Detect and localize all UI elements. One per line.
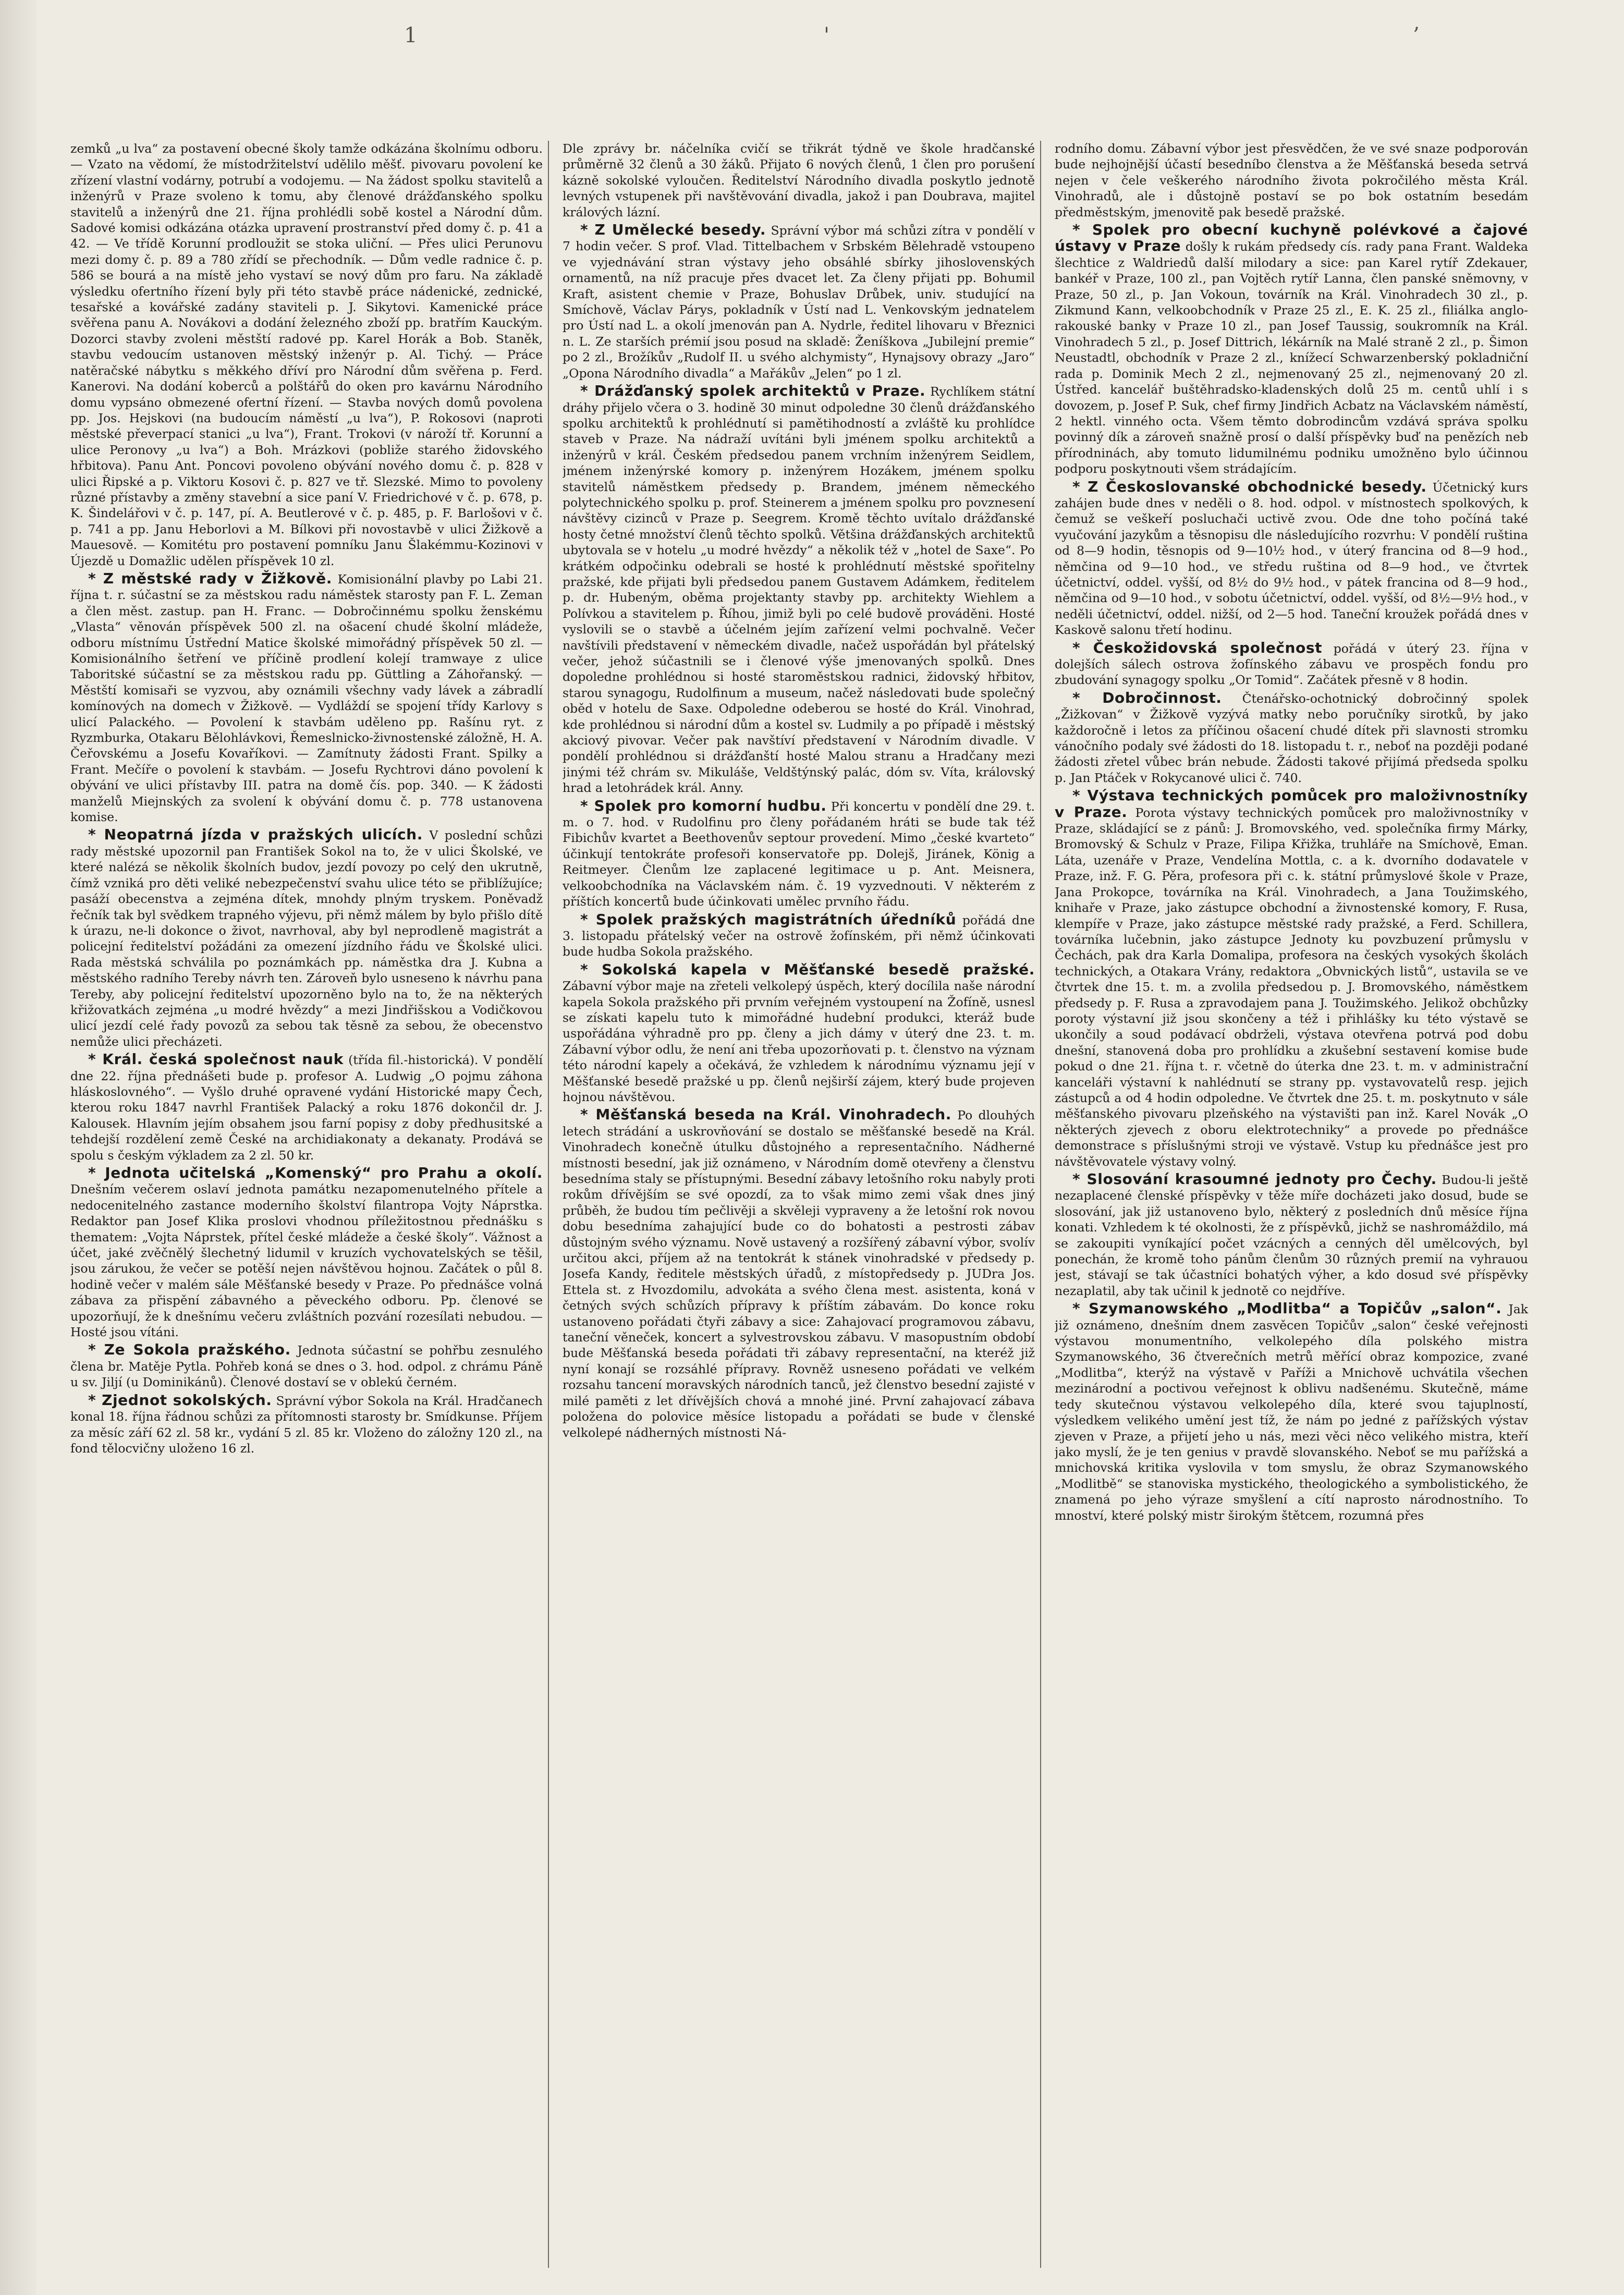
article-heading: * Král. česká společnost nauk <box>88 1051 344 1068</box>
article-heading: * Neopatrná jízda v pražských ulicích. <box>88 826 423 844</box>
text-column-2 <box>563 141 1041 2268</box>
article-text: Porota výstavy technických pomůcek pro maloživnostníky v Praze, skládající se z pánů: J. Bromovského, ved. společníka firmy Márky, Bromovský & Schulz v Praze, Filipa Křižka, truhláře na Smíchově, Eman. Láta, uzenáře v Praze, Vendelína Mottla, c. a k. dvorního dodavatele v Praze, inž. F. G. Pěra, profesora při c. k. státní průmyslové škole v Praze, Jana Prokopce, továrníka na Král. Vinohradech, a Jana Toužimského, knihaře v Praze, jako zástupce obchodní a živnostenské komory, F. Rusa, klempíře v Praze, jako zástupce městské rady pražské, a Ferd. Schillera, továrníka lučebnin, jako zástupce Jednoty ku povzbuzení průmyslu v Čechách, pak dra Karla Domalipa, profesora na českých vysokých školách technických, a Otakara Vrány, redaktora „Obvnických listů“, ustavila se ve čtvrtek dne 15. t. m. a zvolila předsedou p. J. Bromovského, náměstkem předsedy p. F. Rusa a zpravodajem pana J. Toužimského. Jelikož obchůzky poroty výstavní již jsou skončeny a též i přihlášky ku této výstavě se ukončily a soud podávací obdrželi, výstava otevřena potrvá pod dobu dnešní, stanovená doba pro prohlídku a zkušební sestavení komise bude pokud o dne 21. října t. r. včetně do úterka dne 23. t. m. v administrační kanceláři výstavní k nahlédnutí se strany pp. vystavovatelů resp. jejich zástupců a od 4 hodin odpoledne. Ve čtvrtek dne 25. t. m. poskytnuto v sále měšťanského pivovaru plzeňského na výstavišti pan inž. Karel Novák „O některých zjevech z oboru elektrotechniky“ a provede po přednášce demonstrace s příslušnými stroji ve výstavě. Vstup ku přednášce jest pro návštěvovatele výstavy volný. <box>1055 805 1528 1169</box>
article-paragraph <box>70 1052 543 1163</box>
article-text: Jak již oznámeno, dnešním dnem zasvěcen Topičův „salon“ české veřejnosti výstavou monumentního, velkolepého díla polského mistra Szymanowského, 36 čtverečních metrů měřící obraz kompozice, zvané „Modlitba“, kterýž na výstavě v Paříži a Mnichově uchvátila všechen mezinárodní a poctivou veřejnost k oblivu nadšenému. Skutečně, máme tedy skutečnou výstavou velkolepého díla, které svou tajuplností, výsledkem velikého umění jest tíž, že nám po jedné z pařížských výstav zjeven v Praze, a přijetí jeho u nás, mezi věci něco velikého mistra, kteří jako myslí, že je ten genius v pravdě slovanského. Neboť se mu pařížská a mnichovská kritika vyslovila v tom smyslu, že obraz Szymanowského „Modlitbě“ se stanoviska mystického, theologického a symbolistického, že znamená po jeho výraze smyšlení a cítí naprosto národnostního. To mnoství, které polský mistr širokým štětcem, rozumná přes <box>1055 1302 1528 1523</box>
article-text: Správní výbor Sokola na Král. Hradčanech konal 18. října řádnou schůzi za přítomnosti starosty br. Smídkunse. Příjem za měsíc září 62 zl. 58 kr., vydání 5 zl. 85 kr. Vloženo do záložny 120 zl., na fond tělocvičny uloženo 16 zl. <box>70 1393 543 1456</box>
article-text: Komisionální plavby po Labi 21. října t. r. súčastní se za městskou radu náměstek starosty pan F. L. Zeman a člen měst. zastup. pan H. Franc. — Dobročinnému spolku ženskému „Vlasta“ věnován příspěvek 500 zl. na ošacení chudé školní mládeže, odboru místnímu Ústřední Matice školské mimořádný příspěvek 50 zl. — Komisionálního šetření ve příčině prodlení kolejí tramwaye z ulice Taboritské súčastní se za městskou radu pp. Güttling a Záhořanský. — Městští komisaři se vyzvou, aby oznámili všechny vady lávek a zábradlí komínových na domech v Žižkově. — Vydláždí se spojení třídy Karlovy s ulicí Palackého. — Povolení k stavbám uděleno pp. Rašínu ryt. z Ryzmburka, Otakaru Bělohlávkovi, Řemeslnicko-živnostenské záložně, H. A. Čeřovskému a Josefu Kovaříkovi. — Zamítnuty žádosti Frant. Spilky a Frant. Mečíře o povolení k stavbám. — Josefu Rychtrovi dáno povolení k obývání ve ulici přístavby III. patra na domě čís. pop. 340. — K žádosti manželů Miejnských za svolení k obývání domu č. p. 778 ustanovena komise. <box>70 571 543 825</box>
article-paragraph <box>70 571 543 825</box>
article-text: Rychlíkem státní dráhy přijelo včera o 3. hodině 30 minut odpoledne 30 členů drážďanského spolku architektů k prohlédnutí si pamětihodností a zvláště ku prohlídce staveb v Praze. Na nádraží uvítáni byli jménem spolku architektů a inženýrů v král. Českém předsedou panem vrchním inženýrem Seidlem, jménem inženýrské komory p. inženýrem Hozákem, jménem spolku stavitelů náměstkem předsedy p. Brandem, jménem německého polytechnického spolku p. prof. Steinerem a jménem spolku pro povznesení návštěvy cizinců v Praze p. Seegrem. Kromě těchto uvítalo drážďanské hosty četné množství členů těchto spolků. Většina drážďanských architektů ubytovala se v hotelu „u modré hvězdy“ a několik též v „hotel de Saxe“. Po krátkém odpočinku odebrali se hosté k prohlédnutí městské spořitelny pražské, kde přijati byli předsedou panem Gustavem Adámkem, ředitelem p. dr. Hubeným, oběma projektanty stavby pp. architekty Wiehlem a Polívkou a stavitelem p. Říhou, jimiž byli po celé budově prováděni. Hosté vyslovili se o stavbě a účelném jejím zařízení velmi pochvalně. Večer navštívili představení v německém divadle, načež uspořádán byl přátelský večer, jehož súčastnili se i členové výše jmenovaných spolků. Dnes dopoledne prohlédnou si hosté staroměstskou radnici, židovský hřbitov, starou synagogu, Rudolfinum a museum, načež následovati bude společný oběd v hotelu de Saxe. Odpoledne odeberou se hosté do Král. Vinohrad, kde prohlédnou si národní dům a kostel sv. Ludmily a po případě i městský akciový pivovar. Večer pak navštíví představení v Národním divadle. V pondělí prohlédnou si drážďanští hosté Malou stranu a Hradčany mezi jinými též chrám sv. Mikuláše, Veldštýnský palác, dóm sv. Víta, královský hrad a letohrádek král. Anny. <box>563 384 1035 796</box>
article-paragraph <box>70 1342 543 1390</box>
article-paragraph <box>1055 479 1528 638</box>
article-paragraph <box>1055 1301 1528 1523</box>
header-mark-center: ' <box>824 23 829 47</box>
article-paragraph <box>563 798 1035 910</box>
article-heading: * Slosování krasoumné jednoty pro Čechy. <box>1072 1170 1437 1188</box>
article-text: zemků „u lva“ za postavení obecné školy tamže odkázána školnímu odboru. — Vzato na vědomí, že místodržitelství udělilo měšť. pivovaru povolení ke zřízení vlastní vodárny, potrubí a vodojemu. — Na žádost spolku stavitelů a inženýrů v Praze svoleno k tomu, aby členové drážďanského spolku stavitelů a inženýrů dne 21. října prohlédli sobě kostel a Národní dům. Sadové komisi odkázána otázka upravení prostranství před domy č. p. 41 a 42. — Ve třídě Korunní prodloužit se stoka uliční. — Přes ulici Perunovu mezi domy č. p. 89 a 780 zřídí se přechodník. — Dům vedle radnice č. p. 586 se bourá a na místě jeho vystaví se nový dům pro faru. Na základě výsledku ofertního řízení byly při této stavbě práce nádenické, zednické, tesařské a kovářské zadány staviteli p. J. Sikytovi. Kamenické práce svěřena panu A. Novákovi a dodání železného zboží pp. bratřím Kauckým. Dozorci stavby zvoleni městští radové pp. Karel Horák a Bob. Staněk, stavbu vedoucím ustanoven městský inženýr p. Al. Tichý. — Práce natěračské nábytku s měkkého dříví pro Národní dům svěřena p. Ferd. Kanerovi. Na dodání koberců a polštářů do oken pro kavárnu Národního domu vypsáno obmezené ofertní řízení. — Stavba nových domů povolena pp. Jos. Hejskovi (na budoucím náměstí „u lva“), P. Rokosovi (naproti městské převerpací stanici „u lva“), Frant. Trokovi (v nároží tř. Korunní a ulice Peronovy „u lva“) a Boh. Mrázkovi (pobliže starého židovského hřbitova). Panu Ant. Poncovi povoleno obývání nového domu č. p. 828 v ulici Řipské a p. Viktoru Kosovi č. p. 827 ve tř. Slezské. Mimo to povoleny různé přístavby a změny stavební a sice paní V. Friedrichové v č. p. 678, p. K. Šindelářovi v č. p. 147, pí. A. Beutlerové v č. p. 485, p. F. Barlošovi v č. p. 741 a pp. Janu Heborlovi a M. Bílkovi při novostavbě v ulici Žižkově a Mauesově. — Komitétu pro postavení pomníku Janu Šlakémmu-Kozinovi v Újezdě u Domažlic udělen příspěvek 10 zl. <box>70 141 543 568</box>
article-heading: * Zjednot sokolských. <box>88 1391 272 1409</box>
article-paragraph <box>563 1107 1035 1441</box>
article-heading: * Z Umělecké besedy. <box>580 221 766 239</box>
page-header <box>63 13 1564 60</box>
article-paragraph <box>1055 788 1528 1169</box>
text-column-1 <box>70 141 549 2268</box>
article-text: došly k rukám předsedy cís. rady pana Frant. Waldeka šlechtice z Waldriedů další milodary a sice: pan Karel rytíř Zdekauer, bankéř v Praze, 100 zl., pan Vojtěch rytíř Lanna, člen panské sněmovny, v Praze, 50 zl., p. Jan Vokoun, továrník na Král. Vinohradech 30 zl., p. Zikmund Kann, velkoobchodník v Praze 25 zl., E. K. 25 zl., filiálka anglo-rakouské banky v Praze 10 zl., pan Josef Taussig, soukromník na Král. Vinohradech 5 zl., p. Josef Dittrich, lékárník na Malé straně 2 zl., p. Šimon Neustadtl, obchodník v Praze 2 zl., knížecí Schwarzenberský pokladniční rada p. Dominik Mech 2 zl., nejmenovaný 25 zl., nejmenovaný 20 zl. Ústřed. kancelář buštěhradsko-kladenských dolů 25 m. centů uhlí i s dovozem, p. Josef P. Suk, chef firmy Jindřich Acbatz na Václavském náměstí, 2 hektl. vinného octa. Všem těmto dobrodincům vzdává správa spolku povinný dík a zároveň snažně prosí o další příspěvky buď na penězích neb přírodninách, aby tomuto lidumilnému podniku umožněno bylo účinnou podporu poskytnouti všem strádajícím. <box>1055 239 1528 477</box>
article-heading: * Z městské rady v Žižkově. <box>88 569 332 587</box>
article-paragraph <box>563 222 1035 381</box>
article-paragraph <box>1055 640 1528 688</box>
article-paragraph <box>563 383 1035 796</box>
article-text: (třída fil.-historická). V pondělí dne 22. října přednášeti bude p. profesor A. Ludwig „O pojmu záhona hláskoslovného“. — Vyšlo druhé opravené vydání Historické mapy Čech, kterou roku 1847 navrhl František Palacký a roku 1876 dokončil dr. J. Kalousek. Hlavním jejím obsahem jsou farní popisy z doby předhusitské a tehdejší rozdělení země České na archidiakonaty a dekanaty. Prodává se spolu s českým výkladem za 2 zl. 50 kr. <box>70 1053 543 1163</box>
article-text: Zábavní výbor maje na zřeteli velkolepý úspěch, který docílila naše národní kapela Sokola pražského při prvním veřejném vystoupení na Žofíně, usnesl se získati kapelu tuto k mimořádné hudební produkci, kteráž bude uspořádána výhradně pro pp. členy a jich dámy v úterý dne 23. t. m. Zábavní výbor odlu, že není ani třeba upozorňovati p. t. členstvo na význam této národní kapely a očekává, že vzhledem k národnímu významu její v Měšťanské besedě pražské u pp. členů nejširší zájem, který bude projeven hojnou návštěvou. <box>563 979 1035 1104</box>
article-text: Při koncertu v pondělí dne 29. t. m. o 7. hod. v Rudolfinu pro členy pořádaném hráti se bude tak též Fibichův kvartet a Beethovenův septour provedení. Mimo „české kvarteto“ účinkují tentokráte profesoři konservatoře pp. Dolejš, Jiránek, König a Reitmeyer. Členům lze zaplacené legitimace u p. Ant. Meisnera, velkoobchodníka na Václavském nám. č. 19 vyzvednouti. V některém z příštích koncertů bude účinkovati umělec prvního řádu. <box>563 799 1035 909</box>
article-paragraph <box>1055 690 1528 786</box>
article-paragraph <box>563 962 1035 1105</box>
article-heading: * Spolek pro obecní kuchyně polévkové a čajové ústavy v Praze <box>1055 221 1528 255</box>
article-paragraph <box>1055 141 1528 220</box>
article-heading: * Szymanowského „Modlitba“ a Topičův „salon“. <box>1072 1300 1502 1317</box>
article-text: rodního domu. Zábavní výbor jest přesvědčen, že ve své snaze podporován bude nejhojnější účastí besedníbo členstva a že Měšťanská beseda setrvá nejen v čele veškerého národního života pokročilého města Král. Vinohradů, ale i důstojně postaví se po bok ostatním besedám předměstským, jmenovitě pak besedě pražské. <box>1055 141 1528 219</box>
article-heading: * Ze Sokola pražského. <box>88 1341 291 1359</box>
article-heading: * Měšťanská beseda na Král. Vinohradech. <box>580 1106 951 1124</box>
article-heading: * Českožidovská společnost <box>1072 639 1323 656</box>
article-text: pořádá v úterý 23. října v dolejších sálech ostrova žofínského zábavu ve prospěch fondu pro zbudování synagogy spolku „Or Tomid“. Začátek přesně v 8 hodin. <box>1055 641 1528 688</box>
header-mark-right: ’ <box>1413 23 1420 47</box>
article-text: Dle zprávy br. náčelníka cvičí se třikrát týdně ve škole hradčanské průměrně 32 členů a 30 žáků. Přijato 6 nových členů, 1 člen pro porušení kázně sokolské vyloučen. Ředitelství Národního divadla poskytlo jednotě levných vstupenek při navštěvování divadla, jakož i pan Doubrava, majitel králových lázní. <box>563 141 1035 219</box>
article-text: Jednota súčastní se pohřbu zesnulého člena br. Matěje Pytla. Pohřeb koná se dnes o 3. hod. odpol. z chrámu Páně u sv. Jiljí (u Dominikánů). Členové dostaví se v oblekú černém. <box>70 1343 543 1390</box>
article-text: Účetnický kurs zahájen bude dnes v neděli o 8. hod. odpol. v místnostech spolkových, k čemuž se veškeří posluchači uctivě zvou. Ode dne toho počíná také vyučování jazykům a těsnopisu dle následujícího rozvrhu: V pondělí ruština od 8—9 hodin, těsnopis od 9—10½ hod., v úterý francina od 8—9 hod., němčina od 9—10 hod., ve středu ruština od 8—9 hod., ve čtvrtek účetnictví, oddel. vyšší, od 8½ do 9½ hod., v pátek francina od 8—9 hod., němčina od 9—10 hod., v sobotu účetnictví, oddel. vyšší, od 8½—9½ hod., v neděli účetnictví, oddel. nižší, od 2—5 hod. Taneční kroužek pořádá dnes v Kaskově salonu třetí hodinu. <box>1055 480 1528 638</box>
text-columns <box>70 141 1535 2268</box>
article-paragraph <box>563 141 1035 220</box>
article-text: Správní výbor má schůzi zítra v pondělí v 7 hodin večer. S prof. Vlad. Tittelbachem v Srbském Bělehradě vstoupeno ve vyjednávání stran výstavy jeho obsáhlé sbírky jihoslovenských ornamentů, na níž pracuje přes dvacet let. Za členy přijati pp. Bohumil Kraft, asistent chemie v Praze, Bohuslav Drůbek, univ. studující na Smíchově, Václav Párys, pokladník v Ústí nad L. Venkovským jednatelem pro Ústí nad L. a okolí jmenován pan A. Nydrle, ředitel lihovaru v Březnici n. L. Ze starších prémií jsou posud na skladě: Ženíškova „Jubilejní premie“ po 2 zl., Brožíkův „Rudolf II. u svého alchymisty“, Hynajsovy obrazy „Jaro“ „Opona Národního divadla“ a Mařákův „Jelen“ po 1 zl. <box>563 223 1035 381</box>
article-heading: * Z Českoslovanské obchodnické besedy. <box>1072 478 1427 495</box>
text-column-3 <box>1055 141 1533 2268</box>
article-heading: * Sokolská kapela v Měšťanské besedě pražské. <box>580 960 1035 978</box>
article-text: Budou-li ještě nezaplacené členské příspěvky v těže míře docházeti jako dosud, bude se slosování, jak již ustanoveno bylo, některý z posledních dnů měsíce října konati. Vzhledem k té okolnosti, že z příspěvků, jichž se nashromáždilo, má se zakoupiti vyníkající počet vzácných a cenných děl umělcových, byl ponechán, že kromě toho pánům členům 30 různých premií na vyhrauou jest, stávají se tak účastníci bohatých výher, a kdo dosud své příspěvky nezaplatil, aby tak učinil k jednotě co nejdříve. <box>1055 1173 1529 1298</box>
article-paragraph <box>70 1165 543 1340</box>
page-binding-edge <box>0 0 36 2295</box>
article-paragraph <box>70 827 543 1049</box>
article-text: Po dlouhých letech strádání a uskrovňování se dostalo se měšťanské besedě na Král. Vinohradech konečně útulku důstojného a representačního. Nádherné místnosti besední, jak již oznámeno, v Národním domě otevřeny a členstvu besedníma staly se přístupnými. Besední zábavy letošního roku nabyly proti rokům dřívějším se své opozdí, za to však mimo zemi však dnes jiný průběh, že budou tím pečlivěji a skvěleji vypraveny a že letošní rok novou dobu besedníma zahajující bude co do bohatosti a pestrosti zábav důstojným svého významu. Nově ustavený a rozšířený zábavní výbor, svolív určitou akci, příjem až na tentokrát k stánek vinohradské v předsedy p. Josefa Kandy, ředitele městských úřadů, z místopředsedy p. JUDra Jos. Ettela st. z Hvozdomilu, advokáta a svého člena mest. asistenta, koná v četných svých schůzích přípravy k příštím zábavám. Do konce roku ustanoveno pořádati čtyři zábavy a sice: Zahajovací programovou zábavu, taneční věneček, koncert a sylvestrovskou zábavu. V masopustním období bude Měšťanská beseda pořádati tři zábavy representační, na kteréž již nyní konají se rozsáhlé přípravy. Rovněž usneseno pořádati ve velkém rozsahu tancení moravských národních tanců, jež členstvo besední zajisté v milé paměti z let dřívějších chová a mnohé jiné. První zahajovací zábava položena do polovice měsíce listopadu a pořádati se bude v členské velkolepé nádherných místnosti Ná- <box>563 1108 1035 1440</box>
article-text: Čtenářsko-ochotnický dobročinný spolek „Žižkovan“ v Žižkově vyzývá matky nebo poručníky sirotků, by jako každoročně i letos za příčinou ošacení chudé dítek při slavnosti stromku vánočního podaly své žádosti do 18. listopadu t. r., neboť na později podané žádosti zřetel vůbec brán nebude. Žádosti takové přijímá předseda spolku p. Jan Ptáček v Rokycanové ulici č. 740. <box>1055 691 1528 785</box>
article-paragraph <box>70 1393 543 1457</box>
article-text: Dnešním večerem oslaví jednota památku nezapomenutelného přítele a nedocenitelného zastance moderního školství filantropa Vojty Náprstka. Redaktor pan Josef Klika proslovi vhodnou příležitostnou přednášku s thematem: „Vojta Náprstek, přítel české mládeže a české školy“. Vážnost a účet, jaké zvěčnělý šlechetný lidumil v kruzích vychovatelských se těšil, jsou zárukou, že večer se potěší nejen návštěvou hojnou. Začátek o půl 8. hodině večer v malém sále Měšťanské besedy v Praze. Po přednášce volná zábava za přispění zábavného a pěveckého odboru. Pp. členové se upozorňují, že k dnešnímu večeru zvláštních pozvání rozesílati nebudou. — Hosté jsou vítáni. <box>70 1182 543 1340</box>
header-mark-left: 1 <box>404 23 418 47</box>
article-paragraph <box>1055 1171 1528 1299</box>
article-heading: * Spolek pražských magistrátních úředníků <box>580 910 957 928</box>
article-paragraph <box>1055 222 1528 477</box>
article-heading: * Výstava technických pomůcek pro maloživnostníky v Praze. <box>1055 787 1528 821</box>
article-paragraph <box>70 141 543 569</box>
article-heading: * Drážďanský spolek architektů v Praze. <box>580 382 926 400</box>
article-heading: * Spolek pro komorní hudbu. <box>580 797 827 814</box>
article-text: pořádá dne 3. listopadu přátelský večer na ostrově žofínském, při němž účinkovati bude hudba Sokola pražského. <box>563 912 1035 959</box>
article-text: V poslední schůzi rady městské upozornil pan František Sokol na to, že v ulici Školské, ve které nalézá se několik školních budov, jezdí povozy po celý den ukrutně, čímž vzniká pro děti veliké nebezpečenství svahu ulice této se přiblížujíce; pasáží obecenstva a zejména dítek, mnohdy plným tryskem. Poněvadž řečník tak byl svědkem trapného výjevu, při němž málem by bylo přišlo dítě k úrazu, ne-li dokonce o život, navrhoval, aby byl neprodleně magistrát a policejní ředitelství požádáni za omezení jízdního řádu ve Školské ulici. Rada městská schválila po poznámkách pp. náměstka dra J. Kubna a městského radního Tereby návrh ten. Zároveň bylo usneseno k návrhu pana Tereby, aby policejní ředitelství upozorněno bylo na to, že na některých křižovatkách zejména „u modré hvězdy“ a mezi Jindřišskou a Vodičkovou ulicí jezdí celé řady povozů za sebou tak těsně za sebou, že obecenstvo nemůže ulici přecházeti. <box>70 828 543 1049</box>
article-heading: * Jednota učitelská „Komenský“ pro Prahu a okolí. <box>88 1164 543 1181</box>
article-paragraph <box>563 912 1035 960</box>
article-heading: * Dobročinnost. <box>1072 689 1222 706</box>
